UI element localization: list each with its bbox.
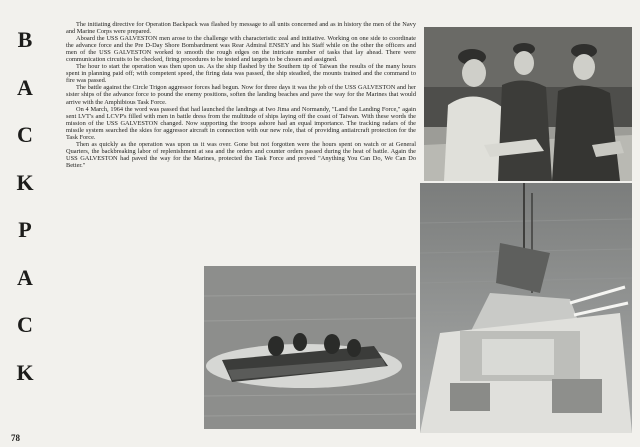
ship-bow-photo — [420, 183, 632, 433]
landing-craft-photo — [204, 266, 416, 429]
title-letter: K — [16, 359, 34, 385]
paragraph: On 4 March, 1964 the word was passed that had launched the landings at Iwo Jima and Normandy, "Land the Landing Force," again sent LVT's and LCVP's filled with men in battle dress from the multitude of ships laying off the coast of Taiwan. With these words the mission of the USS GALVESTON changed. Now supporting the troops ashore had an equal importance. The tracking radars of the missile system searched the skies for aggressor aircraft in connection with our new role, that of providing antiaircraft protection for the Task Force. — [66, 105, 416, 141]
paragraph: Then as quickly as the operation was upon us it was over. Gone but not forgotten were the hours spent on watch or at General Quarters, the backbreaking labor of replenishment at sea and the orders and counter orders passed during the heat of battle. Again the USS GALVESTON had paved the way for the Marines, protected the Task Force and proved "Anything You Can Do, We Can Do Better." — [66, 140, 416, 169]
vertical-title — [12, 28, 38, 408]
paragraph: The hour to start the operation was then upon us. As the ship flashed by the Southern tip of Taiwan the results of the many hours spent in planning paid off; with competent speed, the firing data was passed, the ship steadied, the mounts trained and the command to fire was passed. — [66, 63, 416, 85]
page-number: 78 — [11, 433, 20, 443]
title-letter: K — [16, 169, 34, 195]
officers-chart-photo — [424, 27, 632, 181]
title-letter: A — [17, 74, 33, 100]
paragraph: Aboard the USS GALVESTON men arose to the challenge with characteristic zeal and initiative. Working on one side to coordinate the advance force and the Pre D-Day Shore Bombardment was Rear Admiral ENSEY and his Staff while on the other the officers and men of the USS GALVESTON worked to smooth the rough edges on the intricate number of tasks that lay ahead. There were communication circuits to be checked, firing procedures to be tested and targets to be chosen and assigned. — [66, 35, 416, 64]
title-letter: C — [17, 312, 33, 337]
title-letter: P — [18, 217, 32, 242]
title-letter: B — [17, 27, 33, 52]
article-body — [66, 21, 416, 169]
paragraph: The battle against the Circle Trigon aggressor forces had begun. Now for three days it was the job of the USS GALVESTON and her sister ships of the advance force to pound the enemy positions, soften the landing beaches and pave the way for the Marines that would arrive with the Amphibious Task Force. — [66, 84, 416, 106]
title-letter: A — [17, 264, 33, 290]
title-letter: C — [17, 122, 33, 147]
paragraph: The initiating directive for Operation Backpack was flashed by message to all units concerned and as in history the men of the Navy and Marine Corps were prepared. — [66, 21, 416, 36]
